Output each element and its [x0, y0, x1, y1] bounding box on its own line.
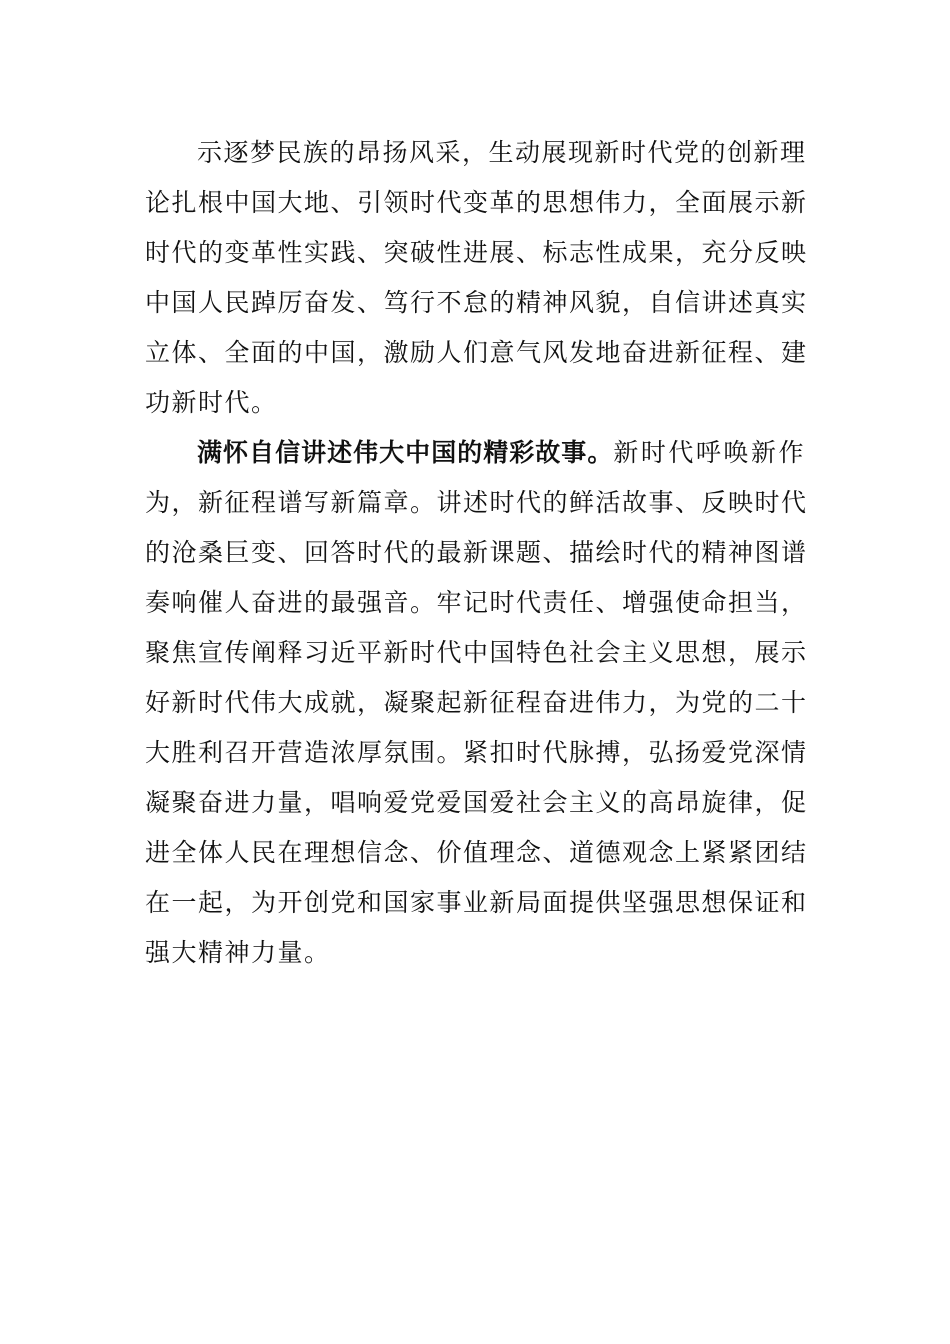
paragraph-line-rest: 新时代呼唤新作 — [613, 438, 805, 467]
paragraph-line: 论扎根中国大地、引领时代变革的思想伟力，全面展示新 — [145, 188, 808, 217]
paragraph-line: 示逐梦民族的昂扬风采，生动展现新时代党的创新理 — [197, 138, 807, 167]
paragraph-line: 中国人民踔厉奋发、笃行不怠的精神风貌，自信讲述真实 — [145, 288, 808, 317]
paragraph-line: 进全体人民在理想信念、价值理念、道德观念上紧紧团结 — [145, 838, 808, 867]
paragraph-first-line — [145, 428, 805, 478]
paragraph-line: 奏响催人奋进的最强音。牢记时代责任、增强使命担当， — [145, 588, 808, 617]
paragraph-line: 大胜利召开营造浓厚氛围。紧扣时代脉搏，弘扬爱党深情 — [145, 738, 808, 767]
paragraph-line: 强大精神力量。 — [145, 938, 331, 967]
paragraph-line: 时代的变革性实践、突破性进展、标志性成果，充分反映 — [145, 238, 808, 267]
paragraph-line: 立体、全面的中国，激励人们意气风发地奋进新征程、建 — [145, 338, 808, 367]
section-heading: 满怀自信讲述伟大中国的精彩故事。 — [197, 438, 614, 467]
paragraph-line: 凝聚奋进力量，唱响爱党爱国爱社会主义的高昂旋律，促 — [145, 788, 808, 817]
paragraph-line: 功新时代。 — [145, 388, 278, 417]
paragraph-line: 好新时代伟大成就，凝聚起新征程奋进伟力，为党的二十 — [145, 688, 808, 717]
paragraph-2 — [145, 428, 808, 978]
paragraph-line: 在一起，为开创党和国家事业新局面提供坚强思想保证和 — [145, 888, 808, 917]
article-body — [145, 128, 808, 978]
paragraph-line: 为，新征程谱写新篇章。讲述时代的鲜活故事、反映时代 — [145, 488, 808, 517]
paragraph-1 — [145, 128, 808, 428]
paragraph-line: 的沧桑巨变、回答时代的最新课题、描绘时代的精神图谱 — [145, 538, 808, 567]
paragraph-line: 聚焦宣传阐释习近平新时代中国特色社会主义思想，展示 — [145, 638, 808, 667]
